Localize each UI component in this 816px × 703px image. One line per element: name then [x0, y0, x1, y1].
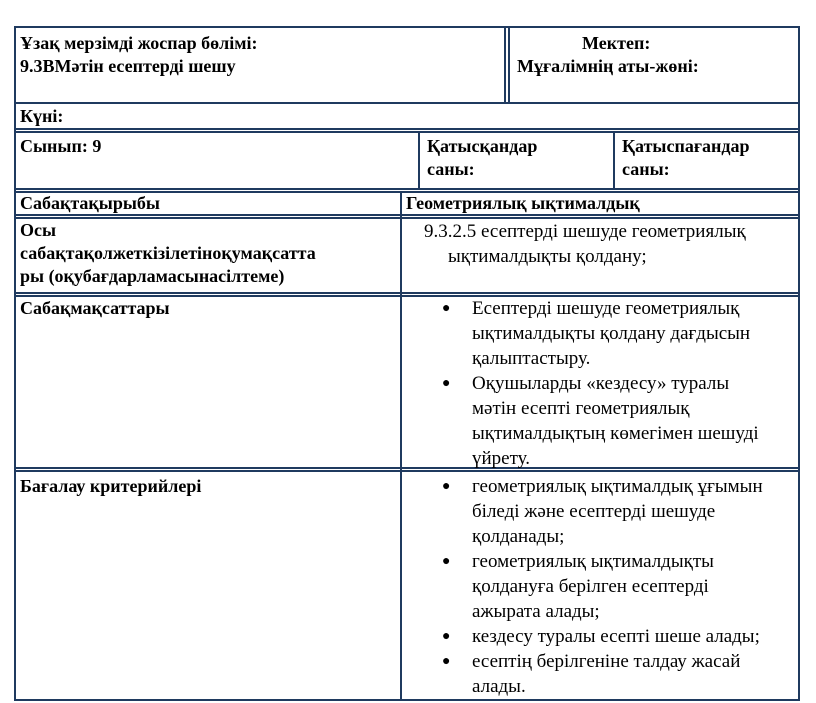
criteria-line: геометриялық ықтималдық ұғымын [472, 476, 763, 497]
bullet-icon: ● [442, 654, 451, 669]
goal-item [442, 296, 759, 371]
criteria-line: қолданады; [472, 526, 565, 547]
goal-line: қалыптастыру. [472, 348, 591, 369]
absent-count-label [622, 135, 750, 181]
goal-line: мәтін есепті геометриялық [472, 398, 690, 419]
bullet-icon: ● [442, 554, 451, 569]
goal-line: Есептерді шешуде геометриялық [472, 298, 740, 319]
goal-item [442, 371, 759, 471]
criteria-line: кездесу туралы есепті шеше алады; [472, 626, 760, 647]
school-teacher-cell [517, 32, 797, 78]
goals-label: Сабақмақсаттары [20, 298, 170, 318]
objective-value-line1: 9.3.2.5 есептерді шешуде геометриялық [424, 221, 746, 242]
date-label: Күні: [20, 106, 64, 126]
plan-section-label [20, 32, 258, 78]
plan-section-line2: 9.3ВМәтін есептерді шешу [20, 56, 236, 76]
absent-line1: Қатыспағандар [622, 136, 750, 156]
present-line1: Қатысқандар [427, 136, 538, 156]
criteria-item [442, 474, 763, 549]
criteria-item [442, 649, 763, 699]
present-line2: саны: [427, 159, 475, 179]
present-count-label [427, 135, 537, 181]
topic-label: Сабақтақырыбы [20, 193, 160, 213]
criteria-line: геометриялық ықтималдықты [472, 551, 714, 572]
criteria-line: алады. [472, 676, 526, 697]
goal-line: ықтималдықтың көмегімен шешуді [472, 423, 759, 444]
criteria-item [442, 549, 763, 624]
class-label: Сынып: 9 [20, 136, 102, 156]
bullet-icon: ● [442, 479, 451, 494]
bullet-icon: ● [442, 301, 451, 316]
absent-line2: саны: [622, 159, 670, 179]
criteria-line: қолдануға берілген есептерді [472, 576, 709, 597]
criteria-line: есептің берілгеніне талдау жасай [472, 651, 741, 672]
goals-list [442, 296, 759, 471]
criteria-item [442, 624, 763, 649]
teacher-label: Мұғалімнің аты-жөні: [517, 56, 699, 76]
objective-label-line3: ры (оқубағдарламасынасілтеме) [20, 266, 285, 286]
topic-value: Геометриялық ықтималдық [406, 193, 640, 213]
objective-value-line2: ықтималдықты қолдану; [448, 246, 647, 267]
objective-label [20, 219, 316, 288]
goal-line: Оқушыларды «кездесу» туралы [472, 373, 730, 394]
criteria-label: Бағалау критерийлері [20, 476, 202, 496]
objective-value [424, 219, 746, 269]
school-label: Мектеп: [582, 33, 651, 53]
goal-line: үйрету. [472, 448, 531, 469]
objective-label-line2: сабақтақолжеткізілетіноқумақсатта [20, 243, 316, 263]
objective-label-line1: Осы [20, 220, 57, 240]
bullet-icon: ● [442, 376, 451, 391]
plan-section-line1: Ұзақ мерзімді жоспар бөлімі: [20, 33, 258, 53]
criteria-list [442, 474, 763, 699]
goal-line: ықтималдықты қолдану дағдысын [472, 323, 751, 344]
bullet-icon: ● [442, 629, 451, 644]
criteria-line: ажырата алады; [472, 601, 600, 622]
criteria-line: біледі және есептерді шешуде [472, 501, 716, 522]
